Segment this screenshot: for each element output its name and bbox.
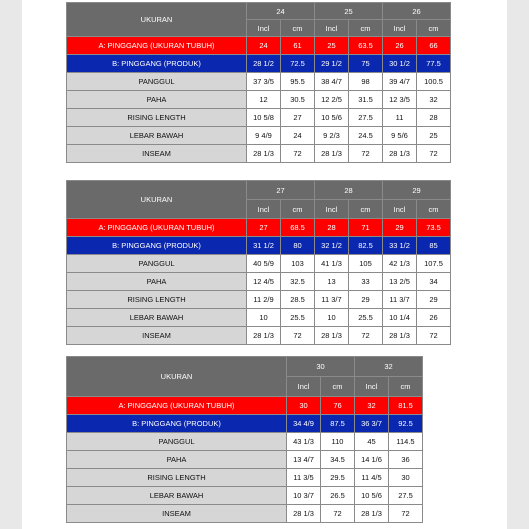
table-cell: 31 1/2 <box>247 237 281 255</box>
table-cell: 28 <box>315 219 349 237</box>
row-label-rise: RISING LENGTH <box>67 469 287 487</box>
ukuran-header: UKURAN <box>67 3 247 37</box>
table-cell: 11 3/7 <box>315 291 349 309</box>
row-label-waist-product: B: PINGGANG (PRODUK) <box>67 55 247 73</box>
table-cell: 10 <box>247 309 281 327</box>
table-cell: 9 4/9 <box>247 127 281 145</box>
table-cell: 11 2/9 <box>247 291 281 309</box>
row-label-waist-body: A: PINGGANG (UKURAN TUBUH) <box>67 37 247 55</box>
table-cell: 76 <box>321 397 355 415</box>
row-label-hem: LEBAR BAWAH <box>67 309 247 327</box>
table-cell: 32.5 <box>281 273 315 291</box>
unit-incl: Incl <box>355 377 389 397</box>
table-row <box>67 73 451 91</box>
table-cell: 34 <box>417 273 451 291</box>
table-row <box>67 469 423 487</box>
table-cell: 72 <box>281 327 315 345</box>
table-cell: 11 4/5 <box>355 469 389 487</box>
table-row <box>67 451 423 469</box>
table-cell: 30 <box>287 397 321 415</box>
table-cell: 39 4/7 <box>383 73 417 91</box>
table-cell: 25 <box>417 127 451 145</box>
unit-incl: Incl <box>247 20 281 37</box>
table-cell: 100.5 <box>417 73 451 91</box>
table-cell: 28 1/3 <box>355 505 389 523</box>
table-cell: 10 1/4 <box>383 309 417 327</box>
size-table-3 <box>66 356 423 523</box>
unit-cm: cm <box>321 377 355 397</box>
table-cell: 98 <box>349 73 383 91</box>
table-cell: 25.5 <box>281 309 315 327</box>
unit-incl: Incl <box>315 200 349 219</box>
table-cell: 27.5 <box>349 109 383 127</box>
table-cell: 32 <box>417 91 451 109</box>
table-cell: 30 1/2 <box>383 55 417 73</box>
table-cell: 30.5 <box>281 91 315 109</box>
row-label-thigh: PAHA <box>67 273 247 291</box>
unit-incl: Incl <box>315 20 349 37</box>
table-cell: 37 3/5 <box>247 73 281 91</box>
table-cell: 13 4/7 <box>287 451 321 469</box>
table-cell: 12 <box>247 91 281 109</box>
table-row <box>67 309 451 327</box>
table-cell: 72.5 <box>281 55 315 73</box>
table-cell: 32 1/2 <box>315 237 349 255</box>
table-cell: 12 2/5 <box>315 91 349 109</box>
ukuran-header: UKURAN <box>67 181 247 219</box>
table-cell: 28 1/3 <box>315 327 349 345</box>
table-cell: 28 1/3 <box>287 505 321 523</box>
row-label-thigh: PAHA <box>67 91 247 109</box>
table-cell: 85 <box>417 237 451 255</box>
row-label-hip: PANGGUL <box>67 73 247 91</box>
table-cell: 95.5 <box>281 73 315 91</box>
row-label-hem: LEBAR BAWAH <box>67 127 247 145</box>
table-cell: 33 1/2 <box>383 237 417 255</box>
row-label-waist-body: A: PINGGANG (UKURAN TUBUH) <box>67 219 247 237</box>
table-cell: 61 <box>281 37 315 55</box>
table-cell: 10 <box>315 309 349 327</box>
table-cell: 92.5 <box>389 415 423 433</box>
table-cell: 72 <box>321 505 355 523</box>
table-cell: 12 4/5 <box>247 273 281 291</box>
unit-incl: Incl <box>383 20 417 37</box>
table-cell: 10 5/6 <box>355 487 389 505</box>
table-cell: 14 1/6 <box>355 451 389 469</box>
table-cell: 26.5 <box>321 487 355 505</box>
table-cell: 40 5/9 <box>247 255 281 273</box>
table-cell: 30 <box>389 469 423 487</box>
row-label-hip: PANGGUL <box>67 255 247 273</box>
table-cell: 43 1/3 <box>287 433 321 451</box>
unit-incl: Incl <box>287 377 321 397</box>
table-cell: 28 1/3 <box>383 327 417 345</box>
row-label-waist-product: B: PINGGANG (PRODUK) <box>67 415 287 433</box>
table-cell: 28 1/2 <box>247 55 281 73</box>
size-table-2 <box>66 180 451 345</box>
table-cell: 45 <box>355 433 389 451</box>
table-cell: 72 <box>417 145 451 163</box>
table-cell: 72 <box>417 327 451 345</box>
table-cell: 38 4/7 <box>315 73 349 91</box>
unit-cm: cm <box>349 20 383 37</box>
size-table-1 <box>66 2 451 163</box>
unit-cm: cm <box>417 20 451 37</box>
table-cell: 10 5/6 <box>315 109 349 127</box>
table-cell: 27 <box>247 219 281 237</box>
size-header-32: 32 <box>355 357 423 377</box>
table-row <box>67 237 451 255</box>
table-cell: 105 <box>349 255 383 273</box>
table-cell: 68.5 <box>281 219 315 237</box>
row-label-hem: LEBAR BAWAH <box>67 487 287 505</box>
row-label-inseam: INSEAM <box>67 145 247 163</box>
table-cell: 28 1/3 <box>315 145 349 163</box>
table-cell: 42 1/3 <box>383 255 417 273</box>
table-cell: 29 1/2 <box>315 55 349 73</box>
row-label-hip: PANGGUL <box>67 433 287 451</box>
table-cell: 34 4/9 <box>287 415 321 433</box>
unit-cm: cm <box>281 200 315 219</box>
table-cell: 41 1/3 <box>315 255 349 273</box>
table-cell: 63.5 <box>349 37 383 55</box>
table-row <box>67 487 423 505</box>
table-row <box>67 37 451 55</box>
table-cell: 72 <box>281 145 315 163</box>
table-cell: 114.5 <box>389 433 423 451</box>
table-row <box>67 91 451 109</box>
table-row <box>67 433 423 451</box>
table-cell: 13 <box>315 273 349 291</box>
table-cell: 36 3/7 <box>355 415 389 433</box>
table-row <box>67 397 423 415</box>
table-cell: 26 <box>383 37 417 55</box>
row-label-thigh: PAHA <box>67 451 287 469</box>
table-cell: 107.5 <box>417 255 451 273</box>
page <box>22 0 507 529</box>
table-cell: 29 <box>383 219 417 237</box>
table-cell: 77.5 <box>417 55 451 73</box>
size-header-28: 28 <box>315 181 383 200</box>
table-cell: 25 <box>315 37 349 55</box>
size-header-29: 29 <box>383 181 451 200</box>
table-cell: 80 <box>281 237 315 255</box>
table-cell: 32 <box>355 397 389 415</box>
table-cell: 33 <box>349 273 383 291</box>
unit-incl: Incl <box>383 200 417 219</box>
table-cell: 82.5 <box>349 237 383 255</box>
table-row <box>67 273 451 291</box>
table-row <box>67 219 451 237</box>
table-cell: 73.5 <box>417 219 451 237</box>
table-row <box>67 145 451 163</box>
size-header-25: 25 <box>315 3 383 20</box>
row-label-rise: RISING LENGTH <box>67 109 247 127</box>
table-row <box>67 127 451 145</box>
size-header-30: 30 <box>287 357 355 377</box>
table-cell: 31.5 <box>349 91 383 109</box>
table-cell: 71 <box>349 219 383 237</box>
table-cell: 28 1/3 <box>247 145 281 163</box>
table-cell: 27 <box>281 109 315 127</box>
table-row <box>67 109 451 127</box>
table-cell: 72 <box>389 505 423 523</box>
size-header-27: 27 <box>247 181 315 200</box>
table-cell: 27.5 <box>389 487 423 505</box>
ukuran-header: UKURAN <box>67 357 287 397</box>
table-cell: 10 5/8 <box>247 109 281 127</box>
size-header-24: 24 <box>247 3 315 20</box>
row-label-waist-product: B: PINGGANG (PRODUK) <box>67 237 247 255</box>
table-cell: 11 <box>383 109 417 127</box>
row-label-waist-body: A: PINGGANG (UKURAN TUBUH) <box>67 397 287 415</box>
table-cell: 87.5 <box>321 415 355 433</box>
table-cell: 28 1/3 <box>247 327 281 345</box>
table-cell: 29 <box>417 291 451 309</box>
table-cell: 75 <box>349 55 383 73</box>
unit-cm: cm <box>281 20 315 37</box>
row-label-inseam: INSEAM <box>67 505 287 523</box>
table-cell: 72 <box>349 145 383 163</box>
unit-cm: cm <box>417 200 451 219</box>
table-cell: 24 <box>281 127 315 145</box>
row-label-rise: RISING LENGTH <box>67 291 247 309</box>
table-cell: 81.5 <box>389 397 423 415</box>
table-cell: 9 5/6 <box>383 127 417 145</box>
table-cell: 24.5 <box>349 127 383 145</box>
table-cell: 36 <box>389 451 423 469</box>
table-cell: 110 <box>321 433 355 451</box>
table-cell: 29.5 <box>321 469 355 487</box>
table-cell: 12 3/5 <box>383 91 417 109</box>
table-cell: 28 <box>417 109 451 127</box>
table-cell: 103 <box>281 255 315 273</box>
table-cell: 24 <box>247 37 281 55</box>
table-cell: 29 <box>349 291 383 309</box>
table-row <box>67 291 451 309</box>
table-cell: 28 1/3 <box>383 145 417 163</box>
table-cell: 66 <box>417 37 451 55</box>
size-header-26: 26 <box>383 3 451 20</box>
table-cell: 11 3/5 <box>287 469 321 487</box>
table-cell: 34.5 <box>321 451 355 469</box>
table-row <box>67 255 451 273</box>
row-label-inseam: INSEAM <box>67 327 247 345</box>
table-cell: 13 2/5 <box>383 273 417 291</box>
unit-incl: Incl <box>247 200 281 219</box>
table-cell: 11 3/7 <box>383 291 417 309</box>
table-cell: 72 <box>349 327 383 345</box>
table-row <box>67 327 451 345</box>
table-cell: 9 2/3 <box>315 127 349 145</box>
table-row <box>67 505 423 523</box>
table-cell: 28.5 <box>281 291 315 309</box>
unit-cm: cm <box>349 200 383 219</box>
unit-cm: cm <box>389 377 423 397</box>
table-row <box>67 55 451 73</box>
table-cell: 26 <box>417 309 451 327</box>
table-row <box>67 415 423 433</box>
table-cell: 10 3/7 <box>287 487 321 505</box>
table-cell: 25.5 <box>349 309 383 327</box>
